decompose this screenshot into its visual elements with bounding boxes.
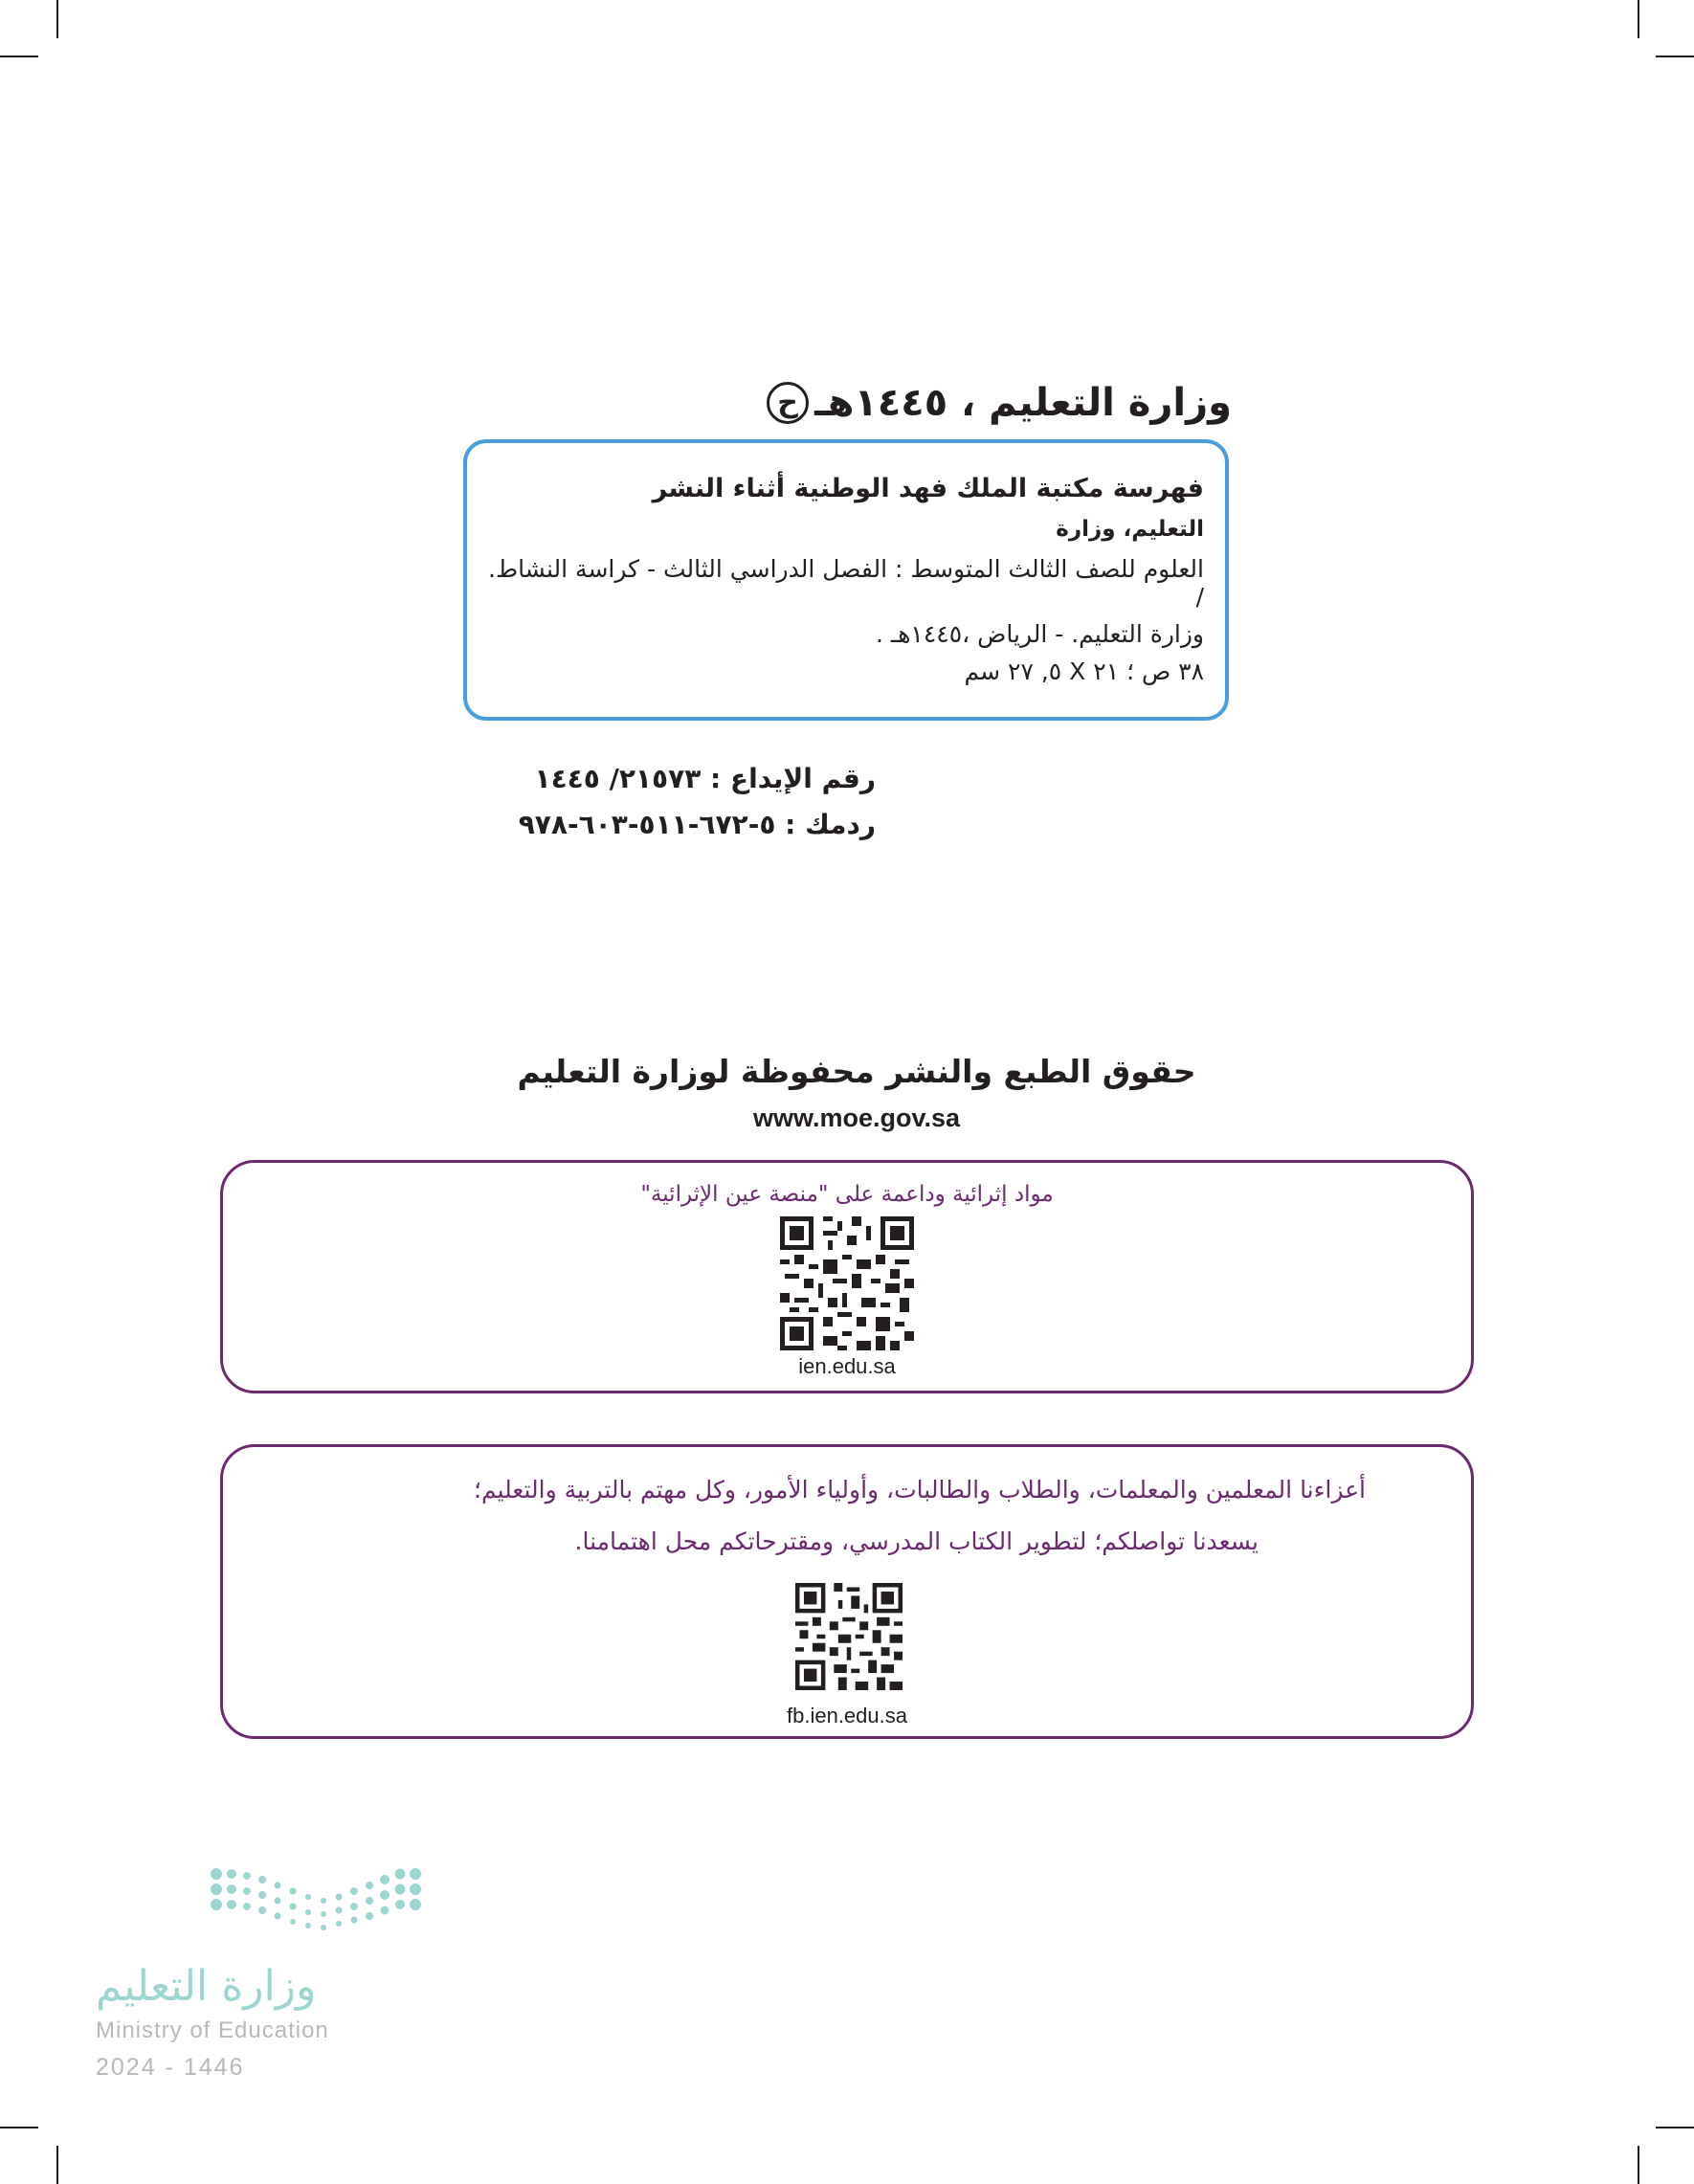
- deposit-number-row: [519, 756, 876, 802]
- qr-caption[interactable]: ien.edu.sa: [798, 1354, 896, 1378]
- deposit-value: ٢١٥٧٣/ ١٤٤٥: [534, 763, 702, 794]
- deposit-label: رقم الإيداع :: [710, 763, 876, 794]
- copyright-line: [767, 381, 1232, 425]
- ministry-name-english: Ministry of Education: [96, 2017, 329, 2043]
- copyright-symbol: ح: [767, 382, 809, 424]
- cataloging-line-2: وزارة التعليم. - الرياض ،١٤٤٥هـ .: [876, 620, 1204, 648]
- rights-text: حقوق الطبع والنشر محفوظة لوزارة التعليم: [517, 1053, 1196, 1090]
- crop-mark: [1656, 56, 1694, 57]
- qr-code-icon[interactable]: [795, 1583, 903, 1690]
- cataloging-line-3: ٣٨ ص ؛ ٢١ X ٥, ٢٧ سم: [964, 657, 1204, 685]
- crop-mark: [0, 2127, 38, 2128]
- ministry-logo-icon: [96, 1866, 459, 1962]
- edition-year: 2024 - 1446: [96, 2054, 245, 2081]
- crop-mark: [1638, 0, 1639, 38]
- isbn-label: ردمك :: [785, 809, 876, 840]
- qr-code-icon[interactable]: [780, 1216, 914, 1350]
- ien-platform-box: [220, 1160, 1474, 1393]
- ministry-name-arabic: وزارة التعليم: [96, 1962, 317, 2011]
- crop-mark: [56, 2146, 58, 2184]
- isbn-row: [519, 802, 876, 848]
- crop-mark: [1656, 2127, 1694, 2128]
- cataloging-box: [463, 439, 1229, 721]
- feedback-box: [220, 1444, 1474, 1739]
- cataloging-line-1: العلوم للصف الثالث المتوسط : الفصل الدراسي الثالث - كراسة النشاط. /: [488, 555, 1204, 611]
- crop-mark: [1638, 2146, 1639, 2184]
- isbn-value: ٥-٦٧٢-٥١١-٦٠٣-٩٧٨: [518, 809, 776, 840]
- website-link[interactable]: www.moe.gov.sa: [752, 1103, 961, 1132]
- crop-mark: [0, 56, 38, 57]
- rights-block: [0, 1053, 1694, 1133]
- cataloging-author: التعليم، وزارة: [1056, 517, 1204, 542]
- feedback-line-1: أعزاءنا المعلمين والمعلمات، والطلاب والطالبات، وأولياء الأمور، وكل مهتم بالتربية والتعليم؛: [474, 1476, 1366, 1504]
- crop-mark: [56, 0, 58, 38]
- feedback-line-2: يسعدنا تواصلكم؛ لتطوير الكتاب المدرسي، ومقترحاتكم محل اهتمامنا.: [574, 1527, 1259, 1555]
- feedback-qr-caption[interactable]: fb.ien.edu.sa: [787, 1704, 907, 1727]
- ien-platform-text: مواد إثرائية وداعمة على "منصة عين الإثرائية": [640, 1182, 1054, 1207]
- copyright-text: وزارة التعليم ، ١٤٤٥هـ: [814, 381, 1232, 425]
- deposit-block: [519, 756, 876, 848]
- cataloging-title: فهرسة مكتبة الملك فهد الوطنية أثناء النشر: [652, 474, 1204, 503]
